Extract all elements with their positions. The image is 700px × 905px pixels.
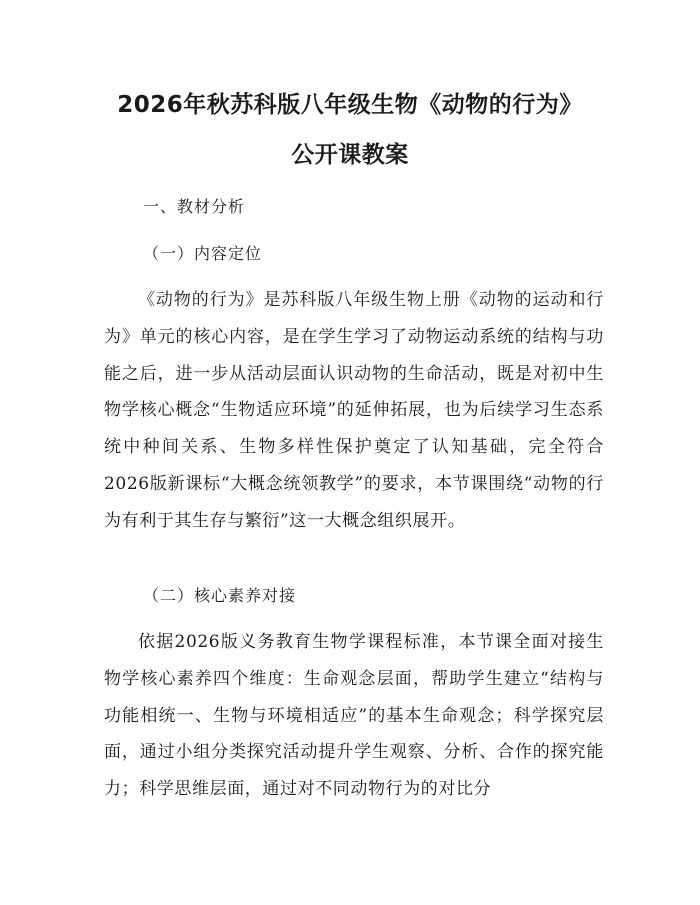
subsection-heading-core-literacy: （二）核心素养对接 [143,586,297,605]
paragraph-content-positioning: 《动物的行为》是苏科版八年级生物上册《动物的运动和行为》单元的核心内容，是在学生学习了动物运动系统的结构与功能之后，进一步从活动层面认识动物的生命活动，既是对初中生物学核心概念“生物适应环境”的延伸拓展，也为后续学习生态系统中种间关系、生物多样性保护奠定了认知基础，完全符合2026版新课标“大概念统领教学”的要求，本节课围绕“动物的行为有利于其生存与繁衍”这一大概念组织展开。 [104,290,604,531]
document-title-line-1: 2026年秋苏科版八年级生物《动物的行为》 [117,92,583,118]
subsection-heading-content-positioning: （一）内容定位 [143,244,263,263]
paragraph-core-literacy: 依据2026版义务教育生物学课程标准，本节课全面对接生物学核心素养四个维度：生命观念层面，帮助学生建立“结构与功能相统一、生物与环境相适应”的基本生命观念；科学探究层面，通过小组分类探究活动提升学生观察、分析、合作的探究能力；科学思维层面，通过对不同动物行为的对比分 [104,632,604,800]
document-title-line-2: 公开课教案 [291,142,409,168]
section-heading-textbook-analysis: 一、教材分析 [143,197,246,216]
